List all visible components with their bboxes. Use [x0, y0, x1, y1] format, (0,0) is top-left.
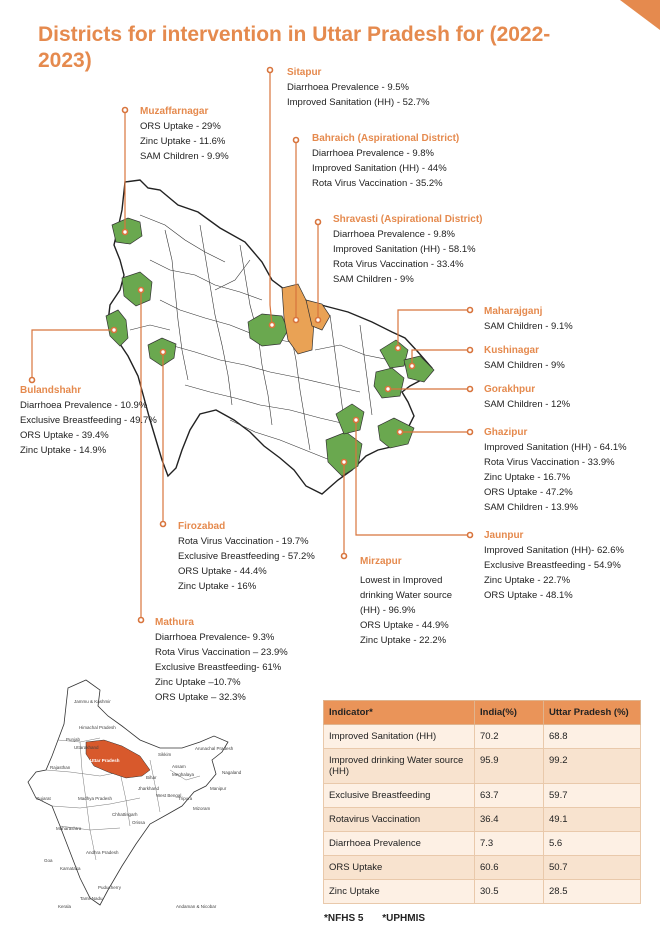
table-cell: Rotavirus Vaccination	[324, 808, 475, 832]
indicator-table	[323, 700, 641, 904]
inset-label-uk: Uttarakhand	[74, 745, 99, 750]
inset-label-sikkim: Sikkim	[158, 752, 172, 757]
inset-label-ap: Andhra Pradesh	[86, 850, 119, 855]
table-cell: 60.6	[475, 856, 544, 880]
inset-label-kerala: Kerala	[58, 904, 72, 909]
callout-line: Zinc Uptake - 16.7%	[484, 472, 571, 483]
table-row	[324, 749, 641, 784]
callout-ghazipur	[484, 425, 627, 515]
table-cell: 68.8	[544, 725, 641, 749]
callout-line: ORS Uptake - 44.9%	[360, 620, 449, 631]
callout-line: Zinc Uptake - 22.7%	[484, 575, 571, 586]
callout-line: Improved Sanitation (HH)- 62.6%	[484, 545, 624, 556]
table-cell: 7.3	[475, 832, 544, 856]
inset-label-karnataka: Karnataka	[60, 866, 81, 871]
callout-mirzapur	[360, 554, 452, 648]
table-cell: 63.7	[475, 784, 544, 808]
callout-title: Kushinagar	[484, 345, 540, 356]
callout-line: (HH) - 96.9%	[360, 605, 416, 616]
inset-label-nagaland: Nagaland	[222, 770, 242, 775]
inset-label-bihar: Bihar	[146, 775, 157, 780]
callout-line: ORS Uptake – 32.3%	[155, 692, 246, 703]
callout-bulandshahr	[20, 383, 157, 458]
inset-label-punjab: Punjab	[66, 737, 81, 742]
callout-line: SAM Children - 13.9%	[484, 502, 578, 513]
callout-line: SAM Children - 9%	[333, 274, 414, 285]
callout-line: Diarrhoea Prevalence- 9.3%	[155, 632, 275, 643]
table-cell: Zinc Uptake	[324, 880, 475, 904]
callout-maharajganj	[484, 304, 573, 334]
callout-line: Improved Sanitation (HH) - 44%	[312, 163, 447, 174]
inset-label-maharashtra: Maharashtra	[56, 826, 82, 831]
table-row	[324, 832, 641, 856]
callout-line: Lowest in Improved	[360, 575, 443, 586]
callout-line: SAM Children - 9.1%	[484, 321, 573, 332]
callout-line: Exclusive Breastfeeding - 54.9%	[484, 560, 621, 571]
callout-line: Diarrhoea Prevalence - 9.5%	[287, 82, 409, 93]
callout-title: Ghazipur	[484, 427, 528, 438]
inset-label-meghalaya: Meghalaya	[172, 772, 195, 777]
inset-label-puducherry: Puducherry	[98, 885, 122, 890]
inset-label-gujarat: Gujarat	[36, 796, 51, 801]
column-header: Indicator*	[324, 701, 475, 725]
inset-label-jk: Jammu & Kashmir	[74, 699, 111, 704]
table-row	[324, 725, 641, 749]
inset-label-orissa: Orissa	[132, 820, 146, 825]
inset-label-goa: Goa	[44, 858, 53, 863]
table-header-row	[324, 701, 641, 725]
table-body	[324, 725, 641, 904]
page-title: Districts for intervention in Uttar Pradesh for (2022-2023)	[38, 23, 551, 72]
callout-line: SAM Children - 9%	[484, 360, 565, 371]
inset-label-manipur: Manipur	[210, 786, 227, 791]
callout-line: Improved Sanitation (HH) - 58.1%	[333, 244, 476, 255]
table-row	[324, 880, 641, 904]
table-cell: 5.6	[544, 832, 641, 856]
table-cell: 28.5	[544, 880, 641, 904]
inset-label-tripura: Tripura	[178, 796, 193, 801]
callout-line: Exclusive Breastfeeding- 61%	[155, 662, 282, 673]
callout-line: Rota Virus Vaccination - 33.4%	[333, 259, 464, 270]
callout-jaunpur	[484, 528, 624, 603]
callout-line: Zinc Uptake - 11.6%	[140, 136, 226, 147]
callout-title: Mirzapur	[360, 556, 402, 567]
callout-line: Rota Virus Vaccination - 35.2%	[312, 178, 443, 189]
callout-line: Zinc Uptake - 16%	[178, 581, 257, 592]
callout-line: Diarrhoea Prevalence - 10.9%	[20, 400, 148, 411]
table-cell: 95.9	[475, 749, 544, 784]
callout-title: Bulandshahr	[20, 385, 82, 396]
callout-title: Muzaffarnagar	[140, 106, 209, 117]
inset-label-tn: Tamil Nadu	[80, 896, 103, 901]
inset-label-assam: Assam	[172, 764, 186, 769]
callout-gorakhpur	[484, 382, 570, 412]
table-cell: 30.5	[475, 880, 544, 904]
table-cell: 59.7	[544, 784, 641, 808]
callout-firozabad	[178, 519, 315, 594]
callout-title: Shravasti (Aspirational District)	[333, 214, 483, 225]
inset-label-hp: Himachal Pradesh	[79, 725, 116, 730]
inset-label-chhattisgarh: Chhattisgarh	[112, 812, 138, 817]
callout-line: Rota Virus Vaccination - 19.7%	[178, 536, 309, 547]
callout-line: Exclusive Breastfeeding - 49.7%	[20, 415, 157, 426]
table-cell: 49.1	[544, 808, 641, 832]
india-inset-map	[28, 680, 228, 905]
inset-label-rajasthan: Rajasthan	[50, 765, 71, 770]
footnote-source: *NFHS 5	[324, 913, 364, 924]
callout-line: Diarrhoea Prevalence - 9.8%	[333, 229, 455, 240]
table-cell: Improved Sanitation (HH)	[324, 725, 475, 749]
callout-line: Diarrhoea Prevalence - 9.8%	[312, 148, 434, 159]
table-row	[324, 784, 641, 808]
inset-label-mizoram: Mizoram	[193, 806, 211, 811]
table-cell: Exclusive Breastfeeding	[324, 784, 475, 808]
callout-line: Rota Virus Vaccination - 33.9%	[484, 457, 615, 468]
callout-line: Rota Virus Vaccination – 23.9%	[155, 647, 288, 658]
table-row	[324, 808, 641, 832]
inset-label-andaman: Andaman & Nicobar	[176, 904, 217, 909]
callout-line: ORS Uptake - 47.2%	[484, 487, 573, 498]
inset-label-arunachal: Arunachal Pradesh	[195, 746, 234, 751]
inset-label-wb: West Bengal	[156, 793, 182, 798]
table-cell: ORS Uptake	[324, 856, 475, 880]
callout-line: ORS Uptake - 44.4%	[178, 566, 267, 577]
callout-line: Improved Sanitation (HH) - 64.1%	[484, 442, 627, 453]
callout-line: Zinc Uptake - 14.9%	[20, 445, 107, 456]
callout-title: Gorakhpur	[484, 384, 536, 395]
footnote-source: *UPHMIS	[382, 913, 426, 924]
callout-line: SAM Children - 12%	[484, 399, 571, 410]
column-header: India(%)	[475, 701, 544, 725]
callout-line: Exclusive Breastfeeding - 57.2%	[178, 551, 315, 562]
callout-shravasti	[333, 212, 482, 287]
callout-line: SAM Children - 9.9%	[140, 151, 229, 162]
callout-line: ORS Uptake - 39.4%	[20, 430, 109, 441]
callout-title: Mathura	[155, 617, 194, 628]
callout-line: ORS Uptake - 29%	[140, 121, 221, 132]
table-cell: Diarrhoea Prevalence	[324, 832, 475, 856]
callout-line: ORS Uptake - 48.1%	[484, 590, 573, 601]
callout-muzaffarnagar	[140, 104, 229, 164]
callout-line: Zinc Uptake –10.7%	[155, 677, 241, 688]
table-cell: 50.7	[544, 856, 641, 880]
callout-bahraich	[312, 131, 459, 191]
callout-title: Bahraich (Aspirational District)	[312, 133, 460, 144]
callout-title: Firozabad	[178, 521, 226, 532]
table-cell: 70.2	[475, 725, 544, 749]
district-kushinagar	[404, 356, 434, 382]
table-cell: 36.4	[475, 808, 544, 832]
callout-line: Improved Sanitation (HH) - 52.7%	[287, 97, 430, 108]
callout-sitapur	[287, 65, 430, 110]
inset-label-up: Uttar Pradesh	[90, 758, 120, 763]
inset-label-jharkhand: Jharkhand	[138, 786, 160, 791]
column-header: Uttar Pradesh (%)	[544, 701, 641, 725]
callout-line: drinking Water source	[360, 590, 453, 601]
callout-mathura	[155, 615, 288, 705]
table-cell: Improved drinking Water source (HH)	[324, 749, 475, 784]
footnote	[324, 913, 441, 924]
callout-title: Sitapur	[287, 67, 322, 78]
callout-title: Maharajganj	[484, 306, 543, 317]
table-row	[324, 856, 641, 880]
callout-line: Zinc Uptake - 22.2%	[360, 635, 447, 646]
inset-label-mp: Madhya Pradesh	[78, 796, 113, 801]
callout-kushinagar	[484, 343, 565, 373]
callout-title: Jaunpur	[484, 530, 524, 541]
table-cell: 99.2	[544, 749, 641, 784]
